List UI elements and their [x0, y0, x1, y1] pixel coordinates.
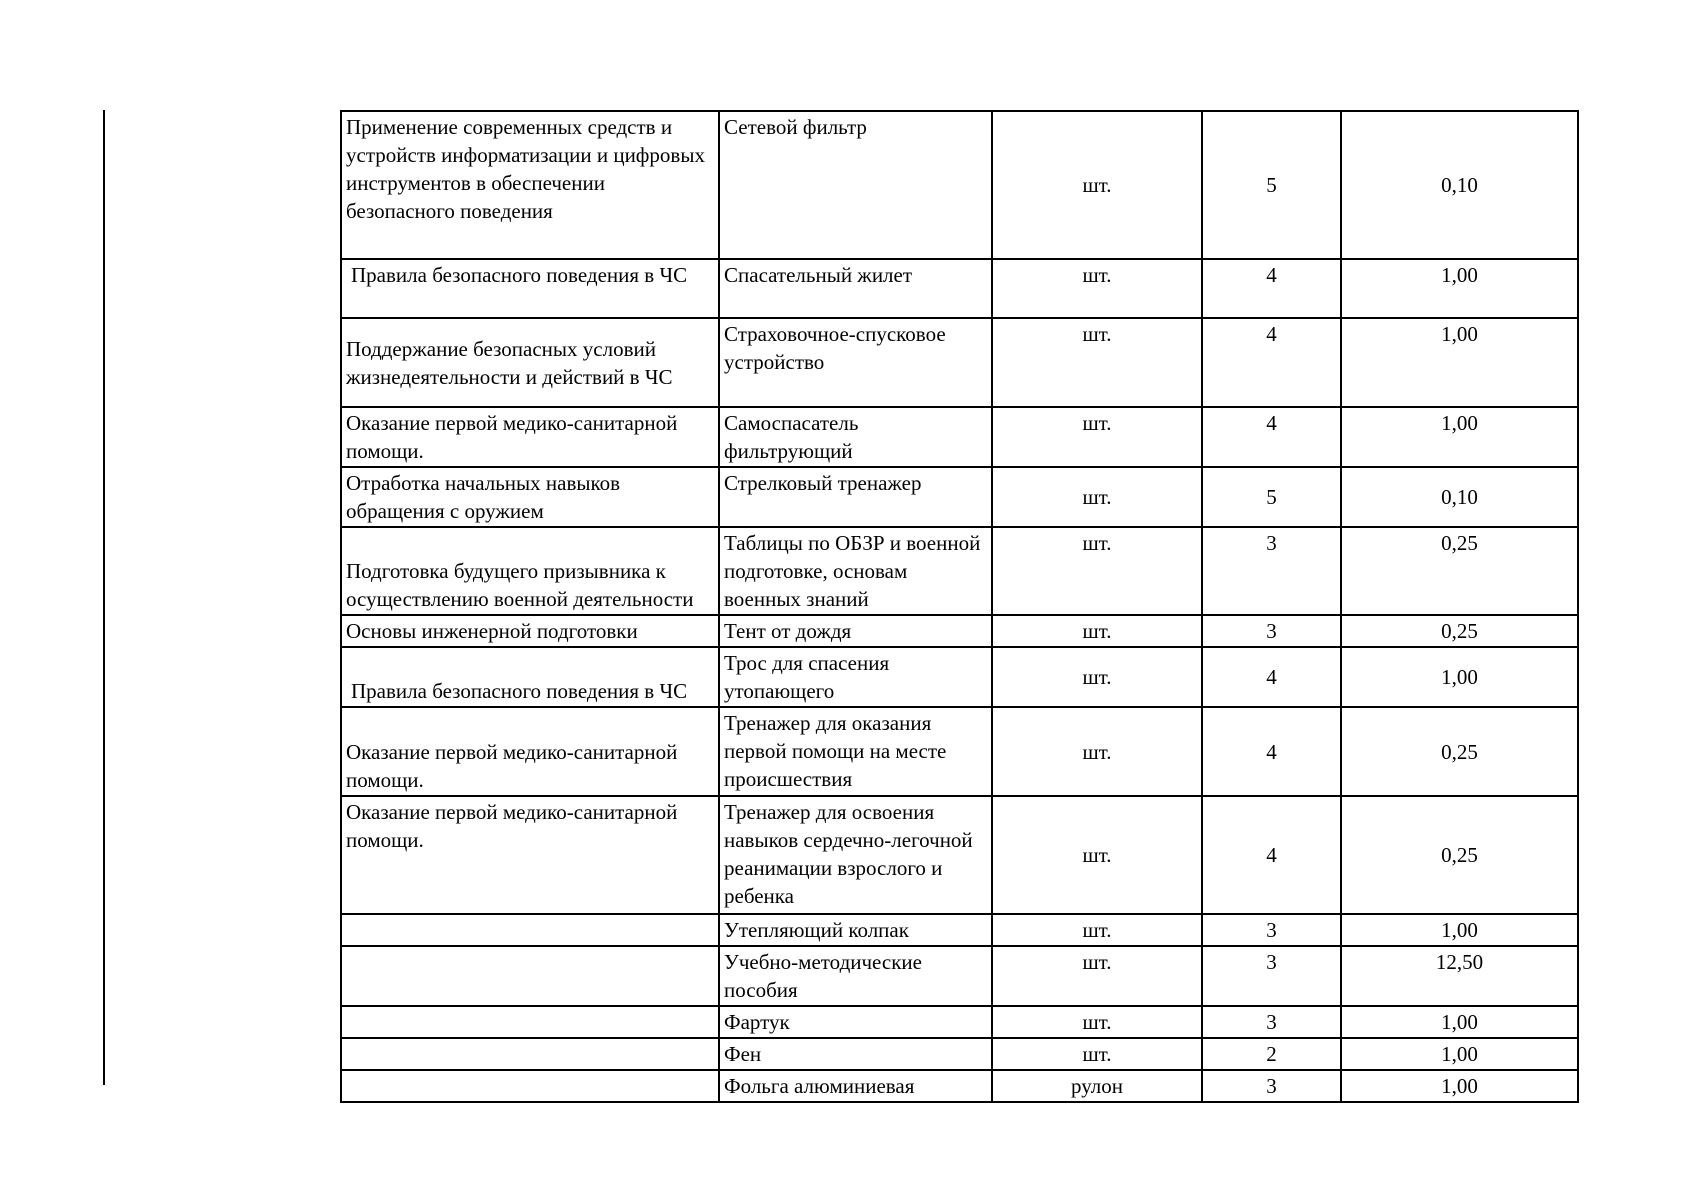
quantity-cell: 4 [1202, 407, 1341, 467]
topic-cell: Подготовка будущего призывника к осуществлению военной деятельности [341, 527, 719, 615]
topic-cell [341, 946, 719, 1006]
unit-cell: шт. [992, 707, 1202, 796]
norm-cell: 1,00 [1341, 318, 1578, 407]
norm-cell: 12,50 [1341, 946, 1578, 1006]
quantity-cell: 5 [1202, 111, 1341, 259]
norm-cell: 0,25 [1341, 796, 1578, 914]
quantity-cell: 2 [1202, 1038, 1341, 1070]
topic-cell: Правила безопасного поведения в ЧС [341, 647, 719, 707]
norm-cell: 0,25 [1341, 707, 1578, 796]
topic-cell: Оказание первой медико-санитарной помощи. [341, 796, 719, 914]
norm-cell: 0,25 [1341, 527, 1578, 615]
table-row [341, 615, 1578, 647]
norm-cell: 1,00 [1341, 407, 1578, 467]
table-row [341, 407, 1578, 467]
quantity-cell: 4 [1202, 707, 1341, 796]
quantity-cell: 4 [1202, 647, 1341, 707]
quantity-cell: 4 [1202, 318, 1341, 407]
unit-cell: шт. [992, 527, 1202, 615]
norm-cell: 1,00 [1341, 1070, 1578, 1102]
unit-cell: шт. [992, 615, 1202, 647]
table-row [341, 647, 1578, 707]
table-row [341, 946, 1578, 1006]
quantity-cell: 3 [1202, 914, 1341, 946]
topic-cell [341, 1038, 719, 1070]
item-cell: Стрелковый тренажер [719, 467, 992, 527]
item-cell: Фен [719, 1038, 992, 1070]
quantity-cell: 5 [1202, 467, 1341, 527]
item-cell: Самоспасатель фильтрующий [719, 407, 992, 467]
norm-cell: 0,25 [1341, 615, 1578, 647]
page-margin-line [103, 110, 105, 1085]
unit-cell: шт. [992, 796, 1202, 914]
item-cell: Учебно-методические пособия [719, 946, 992, 1006]
norm-cell: 1,00 [1341, 1006, 1578, 1038]
quantity-cell: 3 [1202, 946, 1341, 1006]
topic-cell [341, 914, 719, 946]
unit-cell: шт. [992, 407, 1202, 467]
topic-cell [341, 1070, 719, 1102]
table-row [341, 111, 1578, 259]
norm-cell: 1,00 [1341, 1038, 1578, 1070]
topic-cell: Оказание первой медико-санитарной помощи. [341, 707, 719, 796]
topic-cell [341, 1006, 719, 1038]
table-row [341, 1038, 1578, 1070]
table-row [341, 527, 1578, 615]
topic-cell: Основы инженерной подготовки [341, 615, 719, 647]
item-cell: Трос для спасения утопающего [719, 647, 992, 707]
table-row [341, 796, 1578, 914]
topic-cell: Применение современных средств и устройств информатизации и цифровых инструментов в обеспечении безопасного поведения [341, 111, 719, 259]
norm-cell: 1,00 [1341, 647, 1578, 707]
table-row [341, 259, 1578, 318]
topic-cell: Правила безопасного поведения в ЧС [341, 259, 719, 318]
unit-cell: шт. [992, 259, 1202, 318]
norm-cell: 1,00 [1341, 914, 1578, 946]
item-cell: Утепляющий колпак [719, 914, 992, 946]
item-cell: Спасательный жилет [719, 259, 992, 318]
norm-cell: 1,00 [1341, 259, 1578, 318]
norm-cell: 0,10 [1341, 111, 1578, 259]
item-cell: Сетевой фильтр [719, 111, 992, 259]
quantity-cell: 3 [1202, 615, 1341, 647]
quantity-cell: 4 [1202, 796, 1341, 914]
unit-cell: шт. [992, 647, 1202, 707]
norm-cell: 0,10 [1341, 467, 1578, 527]
table-row [341, 467, 1578, 527]
table-row [341, 707, 1578, 796]
item-cell: Тренажер для освоения навыков сердечно-легочной реанимации взрослого и ребенка [719, 796, 992, 914]
item-cell: Фольга алюминиевая [719, 1070, 992, 1102]
item-cell: Тренажер для оказания первой помощи на месте происшествия [719, 707, 992, 796]
table-row [341, 1006, 1578, 1038]
item-cell: Тент от дождя [719, 615, 992, 647]
unit-cell: шт. [992, 467, 1202, 527]
quantity-cell: 4 [1202, 259, 1341, 318]
topic-cell: Поддержание безопасных условий жизнедеятельности и действий в ЧС [341, 318, 719, 407]
unit-cell: шт. [992, 111, 1202, 259]
table-row [341, 914, 1578, 946]
item-cell: Страховочное-спусковое устройство [719, 318, 992, 407]
equipment-table [340, 110, 1579, 1103]
item-cell: Таблицы по ОБЗР и военной подготовке, основам военных знаний [719, 527, 992, 615]
quantity-cell: 3 [1202, 1006, 1341, 1038]
unit-cell: шт. [992, 946, 1202, 1006]
unit-cell: шт. [992, 914, 1202, 946]
quantity-cell: 3 [1202, 1070, 1341, 1102]
table-row [341, 318, 1578, 407]
unit-cell: шт. [992, 1038, 1202, 1070]
quantity-cell: 3 [1202, 527, 1341, 615]
topic-cell: Оказание первой медико-санитарной помощи. [341, 407, 719, 467]
item-cell: Фартук [719, 1006, 992, 1038]
unit-cell: шт. [992, 1006, 1202, 1038]
unit-cell: рулон [992, 1070, 1202, 1102]
unit-cell: шт. [992, 318, 1202, 407]
table-row [341, 1070, 1578, 1102]
topic-cell: Отработка начальных навыков обращения с оружием [341, 467, 719, 527]
